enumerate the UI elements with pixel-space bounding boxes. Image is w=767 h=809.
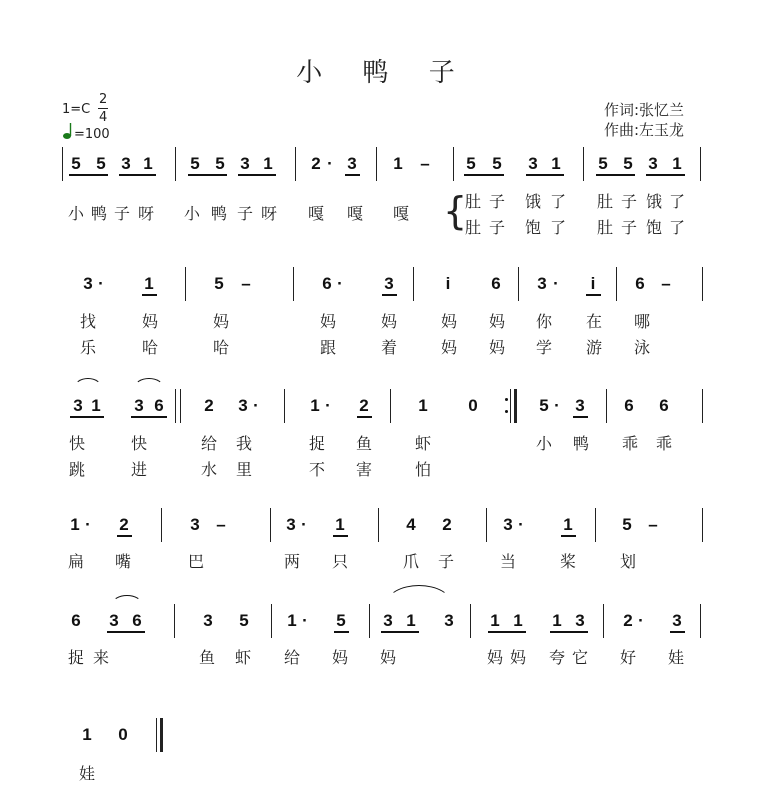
note: 2 — [623, 611, 633, 630]
barline — [175, 389, 176, 423]
lyric: 虾 — [414, 434, 432, 453]
lyric: 当 — [499, 552, 517, 571]
note: 3 — [121, 154, 131, 173]
eighth-underline — [238, 174, 276, 176]
dash: – — [420, 154, 430, 173]
lyric: 子 — [113, 204, 131, 223]
note: 1 — [552, 611, 562, 630]
lyric: 饱 — [645, 218, 663, 237]
barline — [293, 267, 294, 301]
lyric: 好 — [619, 648, 637, 667]
note: 6 — [659, 396, 669, 415]
note: 3 — [134, 396, 144, 415]
lyric: 妈 — [141, 312, 159, 331]
dot: · — [325, 396, 331, 415]
lyric: 了 — [668, 218, 686, 237]
lyric: 妈 — [488, 312, 506, 331]
note: 5 — [623, 154, 633, 173]
lyric: 桨 — [559, 552, 577, 571]
lyric: 小 — [535, 434, 553, 453]
note: 1 — [263, 154, 273, 173]
dash: – — [241, 274, 251, 293]
dash: – — [661, 274, 671, 293]
sixteenth-underline — [670, 631, 685, 633]
lyric: 妈 — [380, 312, 398, 331]
lyric: 妈 — [440, 312, 458, 331]
eighth-underline — [382, 294, 397, 296]
lyric: 嘎 — [392, 204, 410, 223]
note: 3 — [190, 515, 200, 534]
lyric: 呀 — [137, 204, 155, 223]
lyric: 里 — [235, 460, 253, 479]
barline — [606, 389, 607, 423]
barline — [583, 147, 584, 181]
eighth-underline — [119, 174, 156, 176]
dash: – — [216, 515, 226, 534]
lyric: 妈 — [331, 648, 349, 667]
dot: · — [302, 611, 308, 630]
note: 2 — [204, 396, 214, 415]
barline — [284, 389, 285, 423]
lyric: 子 — [437, 552, 455, 571]
lyric: 夸 — [548, 648, 566, 667]
lyric: 肚 — [596, 192, 614, 211]
barline — [161, 508, 162, 542]
lyric: 小 — [183, 204, 201, 223]
lyric: 哈 — [141, 338, 159, 357]
note: 5 — [492, 154, 502, 173]
lyric: 鸭 — [90, 204, 108, 223]
note: 5 — [336, 611, 346, 630]
eighth-underline — [646, 174, 685, 176]
note: 1 — [144, 274, 154, 293]
dot: · — [301, 515, 307, 534]
barline — [369, 604, 370, 638]
barline — [702, 508, 703, 542]
lyric: 它 — [571, 648, 589, 667]
note: 1 — [335, 515, 345, 534]
dash: – — [648, 515, 658, 534]
note: 1 — [418, 396, 428, 415]
repeat-dot — [505, 398, 508, 401]
lyric: 乖 — [621, 434, 639, 453]
note: 1 — [406, 611, 416, 630]
note: 6 — [635, 274, 645, 293]
eighth-underline — [142, 294, 157, 296]
note: 5 — [215, 154, 225, 173]
barline — [295, 147, 296, 181]
lyric: 了 — [668, 192, 686, 211]
barline — [616, 267, 617, 301]
lyric: 妈 — [319, 312, 337, 331]
sixteenth-underline — [345, 174, 360, 176]
lyric: 嘴 — [114, 552, 132, 571]
slur-icon — [112, 595, 142, 604]
note: 5 — [622, 515, 632, 534]
lyric: 爪 — [402, 552, 420, 571]
note: 3 — [537, 274, 547, 293]
song-title: 小 鸭 子 — [296, 58, 471, 88]
lyric: 不 — [308, 460, 326, 479]
note-high: i — [590, 274, 596, 293]
barline — [518, 267, 519, 301]
lyric: 你 — [535, 312, 553, 331]
lyric: 妈 — [488, 338, 506, 357]
barline — [453, 147, 454, 181]
dot: · — [327, 154, 333, 173]
time-signature-top: 2 — [99, 92, 108, 107]
note: 1 — [551, 154, 561, 173]
note: 1 — [91, 396, 101, 415]
note: 5 — [96, 154, 106, 173]
note: 2 — [119, 515, 129, 534]
note: 1 — [82, 725, 92, 744]
lyric: 划 — [619, 552, 637, 571]
barline — [470, 604, 471, 638]
composer-credit: 作曲:左玉龙 — [604, 121, 685, 139]
lyric: 饿 — [524, 192, 542, 211]
dot: · — [518, 515, 524, 534]
barline — [185, 267, 186, 301]
barline — [486, 508, 487, 542]
lyric: 乐 — [79, 338, 97, 357]
note: 3 — [83, 274, 93, 293]
lyric: 我 — [235, 434, 253, 453]
lyric: 饿 — [645, 192, 663, 211]
lyric: 怕 — [414, 460, 432, 479]
barline — [390, 389, 391, 423]
lyric: 肚 — [596, 218, 614, 237]
eighth-underline — [69, 174, 108, 176]
barline — [700, 604, 701, 638]
lyric: 捉 — [308, 434, 326, 453]
note: 3 — [347, 154, 357, 173]
note: 3 — [383, 611, 393, 630]
lyric: 子 — [488, 218, 506, 237]
eighth-underline — [333, 535, 348, 537]
lyric: 跳 — [68, 460, 86, 479]
lyric: 找 — [79, 312, 97, 331]
barline — [595, 508, 596, 542]
note-high: i — [445, 274, 451, 293]
note: 2 — [311, 154, 321, 173]
lyric: 子 — [488, 192, 506, 211]
lyric: 娃 — [78, 764, 96, 783]
note: 3 — [238, 396, 248, 415]
eighth-underline — [334, 631, 349, 633]
barline — [702, 267, 703, 301]
note: 1 — [672, 154, 682, 173]
lyric: 肚 — [464, 192, 482, 211]
eighth-underline — [596, 174, 635, 176]
eighth-underline — [107, 631, 145, 633]
note: 3 — [203, 611, 213, 630]
lyric: 鸭 — [572, 434, 590, 453]
eighth-underline — [117, 535, 132, 537]
lyric: 嘎 — [346, 204, 364, 223]
lyric: 进 — [130, 460, 148, 479]
lyric: 学 — [535, 338, 553, 357]
note: 3 — [648, 154, 658, 173]
lyric: 鱼 — [198, 648, 216, 667]
note: 1 — [310, 396, 320, 415]
note: 3 — [575, 611, 585, 630]
barline — [510, 389, 511, 423]
eighth-underline — [381, 631, 419, 633]
rest: 0 — [118, 725, 128, 744]
lyric: 快 — [68, 434, 86, 453]
note: 3 — [109, 611, 119, 630]
lyric: 在 — [585, 312, 603, 331]
note: 5 — [239, 611, 249, 630]
barline — [156, 718, 157, 752]
lyric: 饱 — [524, 218, 542, 237]
lyric: 两 — [283, 552, 301, 571]
key-signature: 1=C — [62, 102, 91, 117]
lyric: 巴 — [187, 552, 205, 571]
lyric: 嘎 — [307, 204, 325, 223]
quarter-note-icon — [62, 122, 74, 140]
lyric: 害 — [355, 460, 373, 479]
note: 3 — [286, 515, 296, 534]
lyric: 哪 — [633, 312, 651, 331]
note: 1 — [143, 154, 153, 173]
lyric: 来 — [92, 648, 110, 667]
lyric: 鸭 — [210, 204, 228, 223]
lyric: 妈 — [440, 338, 458, 357]
eighth-underline — [464, 174, 504, 176]
lyric: 乖 — [655, 434, 673, 453]
dot: · — [337, 274, 343, 293]
lyric: 鱼 — [355, 434, 373, 453]
eighth-underline — [131, 416, 167, 418]
note: 5 — [539, 396, 549, 415]
eighth-underline — [70, 416, 104, 418]
barline — [62, 147, 63, 181]
note: 5 — [214, 274, 224, 293]
barline — [175, 147, 176, 181]
note: 4 — [406, 515, 416, 534]
dot: · — [98, 274, 104, 293]
lyric: 肚 — [464, 218, 482, 237]
barline — [180, 389, 181, 423]
note: 3 — [240, 154, 250, 173]
note: 3 — [575, 396, 585, 415]
barline — [413, 267, 414, 301]
barline — [603, 604, 604, 638]
barline — [702, 389, 703, 423]
note: 3 — [444, 611, 454, 630]
lyric: 扁 — [67, 552, 85, 571]
note: 3 — [528, 154, 538, 173]
dot: · — [553, 274, 559, 293]
note: 6 — [322, 274, 332, 293]
lyric: 着 — [380, 338, 398, 357]
eighth-underline — [526, 174, 564, 176]
lyric: 给 — [283, 648, 301, 667]
slur-icon — [386, 585, 452, 604]
slur-icon — [74, 378, 102, 388]
rest: 0 — [468, 396, 478, 415]
barline — [271, 604, 272, 638]
eighth-underline — [561, 535, 576, 537]
lyric: 泳 — [633, 338, 651, 357]
lyric: 子 — [236, 204, 254, 223]
lyric: 给 — [200, 434, 218, 453]
note: 5 — [190, 154, 200, 173]
lyric: 呀 — [260, 204, 278, 223]
lyric: 捉 — [67, 648, 85, 667]
eighth-underline — [488, 631, 526, 633]
final-barline — [160, 718, 163, 752]
eighth-underline — [188, 174, 227, 176]
note: 6 — [132, 611, 142, 630]
note: 6 — [491, 274, 501, 293]
eighth-underline — [586, 294, 601, 296]
note: 5 — [598, 154, 608, 173]
tempo-marking: =100 — [74, 127, 110, 142]
note: 6 — [624, 396, 634, 415]
lyric: 水 — [200, 460, 218, 479]
note: 1 — [287, 611, 297, 630]
note: 2 — [359, 396, 369, 415]
barline — [270, 508, 271, 542]
note: 6 — [71, 611, 81, 630]
lyric: 妈 — [379, 648, 397, 667]
note: 6 — [154, 396, 164, 415]
time-signature-bottom: 4 — [99, 110, 108, 125]
sixteenth-underline — [573, 416, 588, 418]
lyric: 游 — [585, 338, 603, 357]
repeat-end-barline — [514, 389, 517, 423]
barline — [700, 147, 701, 181]
time-signature-line — [98, 108, 108, 109]
barline — [174, 604, 175, 638]
note: 2 — [442, 515, 452, 534]
lyricist-credit: 作词:张忆兰 — [604, 101, 685, 119]
note: 1 — [70, 515, 80, 534]
lyric: 快 — [130, 434, 148, 453]
note: 3 — [672, 611, 682, 630]
lyric: 哈 — [212, 338, 230, 357]
lyric: 跟 — [319, 338, 337, 357]
lyric: 虾 — [234, 648, 252, 667]
lyric: 子 — [620, 192, 638, 211]
lyric: 妈 — [509, 648, 527, 667]
slur-icon — [134, 378, 164, 388]
dot: · — [85, 515, 91, 534]
brace-icon: { — [443, 189, 468, 233]
barline — [378, 508, 379, 542]
lyric: 娃 — [667, 648, 685, 667]
lyric: 只 — [331, 552, 349, 571]
note: 3 — [384, 274, 394, 293]
lyric: 妈 — [486, 648, 504, 667]
note: 1 — [563, 515, 573, 534]
note: 1 — [490, 611, 500, 630]
note: 3 — [73, 396, 83, 415]
eighth-underline — [550, 631, 588, 633]
barline — [376, 147, 377, 181]
lyric: 子 — [620, 218, 638, 237]
note: 5 — [466, 154, 476, 173]
lyric: 了 — [549, 218, 567, 237]
note: 3 — [503, 515, 513, 534]
note: 1 — [393, 154, 403, 173]
repeat-dot — [505, 410, 508, 413]
dot: · — [554, 396, 560, 415]
dot: · — [253, 396, 259, 415]
note: 5 — [71, 154, 81, 173]
note: 1 — [513, 611, 523, 630]
eighth-underline — [357, 416, 372, 418]
lyric: 了 — [549, 192, 567, 211]
lyric: 小 — [67, 204, 85, 223]
lyric: 妈 — [212, 312, 230, 331]
dot: · — [638, 611, 644, 630]
